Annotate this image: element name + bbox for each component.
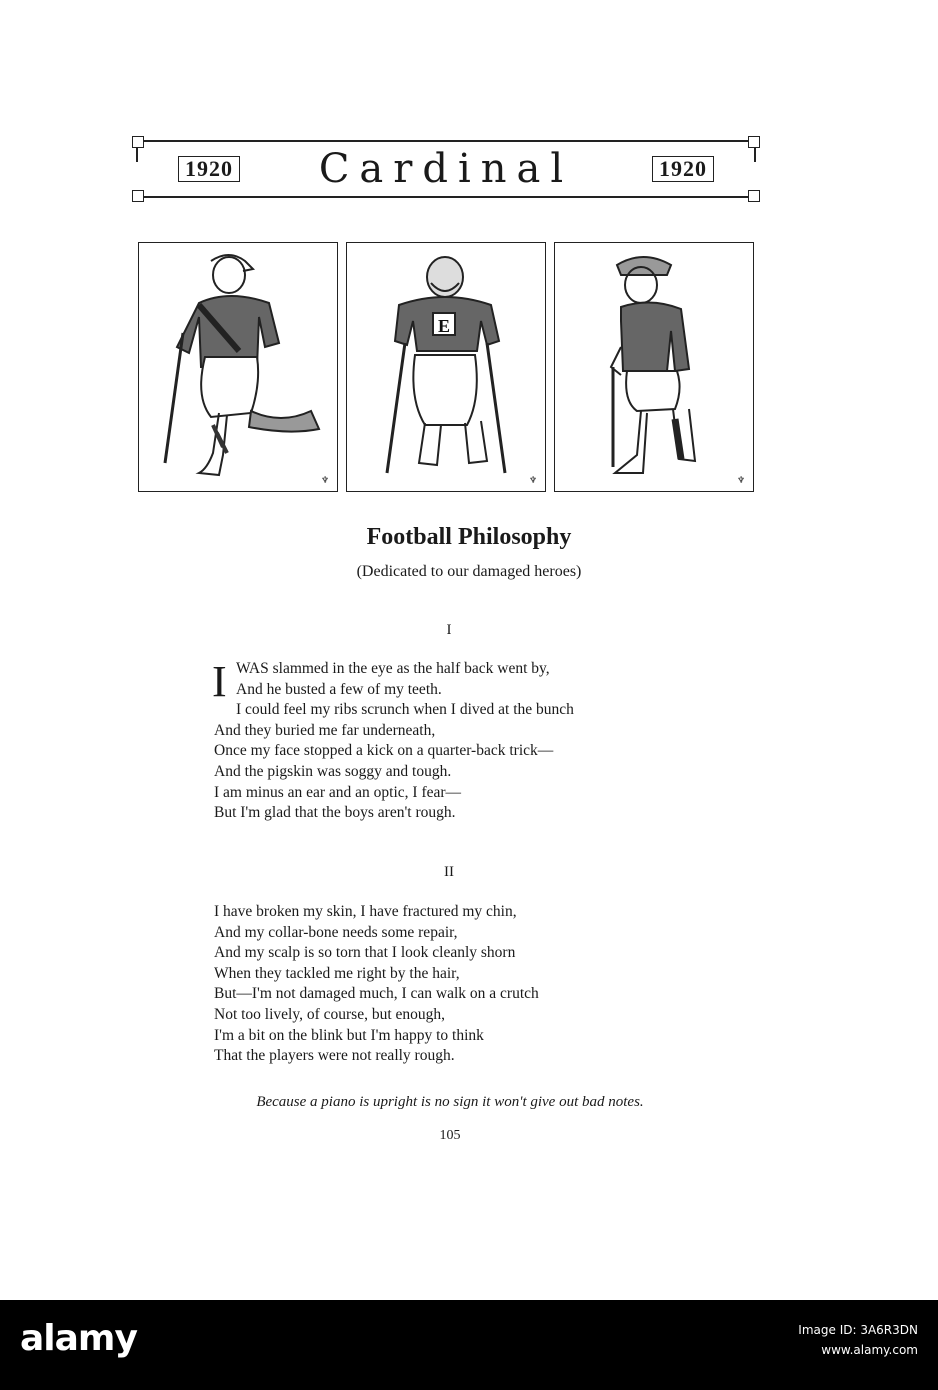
stanza-2 bbox=[214, 902, 539, 1067]
jersey-letter: E bbox=[437, 316, 451, 336]
year-left: 1920 bbox=[178, 156, 240, 182]
image-id: Image ID: 3A6R3DN bbox=[798, 1323, 918, 1337]
illustration-panel-1 bbox=[138, 242, 338, 492]
poem-line: And my scalp is so torn that I look cleanly shorn bbox=[214, 944, 516, 962]
poem-line: And my collar-bone needs some repair, bbox=[214, 923, 458, 941]
stanza-1 bbox=[214, 659, 574, 824]
poem-line: Not too lively, of course, but enough, bbox=[214, 1005, 446, 1023]
svg-text:♆: ♆ bbox=[321, 476, 330, 486]
poem-subtitle: (Dedicated to our damaged heroes) bbox=[356, 563, 582, 580]
section-numeral-2: II bbox=[444, 864, 454, 880]
poem-line: I'm a bit on the blink but I'm happy to think bbox=[214, 1026, 484, 1044]
poem-line: And they buried me far underneath, bbox=[214, 721, 436, 739]
poem-line: I am minus an ear and an optic, I fear— bbox=[214, 783, 462, 801]
drop-cap: I bbox=[212, 657, 227, 706]
poem-line: That the players were not really rough. bbox=[214, 1047, 455, 1065]
masthead-banner bbox=[138, 140, 754, 198]
motto: Because a piano is upright is no sign it won't give out bad notes. bbox=[256, 1094, 644, 1110]
poem-line: I could feel my ribs scrunch when I dived at the bunch bbox=[236, 701, 574, 719]
poem-line: But—I'm not damaged much, I can walk on a crutch bbox=[214, 985, 539, 1003]
brand-logo: alamy bbox=[20, 1318, 137, 1359]
image-meta bbox=[798, 1320, 918, 1360]
masthead-title: Cardinal bbox=[318, 146, 574, 192]
poem-title: Football Philosophy bbox=[366, 524, 572, 550]
poem-line: I have broken my skin, I have fractured my chin, bbox=[214, 903, 517, 920]
watermark-bar bbox=[0, 1300, 938, 1390]
page-number: 105 bbox=[439, 1128, 461, 1143]
injured-player-cane-icon bbox=[555, 243, 753, 491]
injured-player-two-crutches-icon bbox=[347, 243, 545, 491]
illustration-panel-2 bbox=[346, 242, 546, 492]
poem-line: When they tackled me right by the hair, bbox=[214, 964, 460, 982]
svg-text:♆: ♆ bbox=[529, 476, 538, 486]
year-right: 1920 bbox=[652, 156, 714, 182]
illustration-panel-3 bbox=[554, 242, 754, 492]
poem-line: Once my face stopped a kick on a quarter-back trick— bbox=[214, 742, 554, 760]
poem-line: And the pigskin was soggy and tough. bbox=[214, 762, 452, 780]
svg-text:♆: ♆ bbox=[737, 476, 746, 486]
site-link[interactable]: www.alamy.com bbox=[821, 1343, 918, 1357]
poem-line: And he busted a few of my teeth. bbox=[236, 680, 442, 698]
poem-line: But I'm glad that the boys aren't rough. bbox=[214, 804, 456, 822]
poem-line: WAS slammed in the eye as the half back went by, bbox=[236, 660, 550, 677]
injured-player-crutch-icon bbox=[139, 243, 337, 491]
section-numeral-1: I bbox=[446, 622, 452, 638]
